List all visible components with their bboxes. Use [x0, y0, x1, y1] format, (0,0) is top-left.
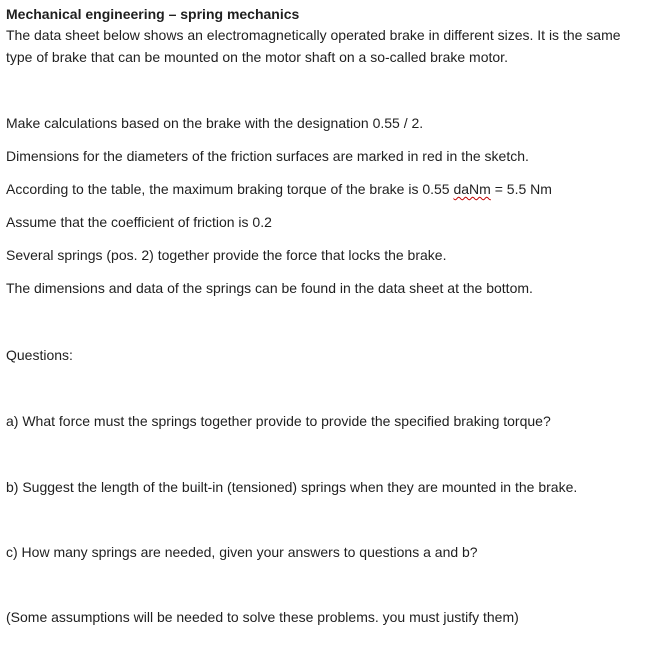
question-c: c) How many springs are needed, given your answers to questions a and b?: [6, 544, 478, 560]
assumptions-note: (Some assumptions will be needed to solve these problems. you must justify them): [6, 609, 519, 625]
paragraph-diameters: Dimensions for the diameters of the friction surfaces are marked in red in the sketch.: [6, 148, 529, 164]
paragraph-torque: [6, 179, 552, 199]
torque-text-before: According to the table, the maximum braking torque of the brake is 0.55: [6, 181, 454, 197]
question-a: a) What force must the springs together provide to provide the specified braking torque?: [6, 413, 551, 429]
document-title: Mechanical engineering – spring mechanics: [6, 6, 300, 22]
torque-unit-spellcheck: daNm: [453, 181, 491, 197]
question-b: b) Suggest the length of the built-in (tensioned) springs when they are mounted in the brake.: [6, 479, 578, 495]
paragraph-datasheet: The dimensions and data of the springs can be found in the data sheet at the bottom.: [6, 280, 533, 296]
intro-line-2: type of brake that can be mounted on the motor shaft on a so-called brake motor.: [6, 49, 508, 65]
intro-line-1: The data sheet below shows an electromagnetically operated brake in different sizes. It is the same: [6, 27, 621, 43]
paragraph-springs: Several springs (pos. 2) together provide the force that locks the brake.: [6, 247, 447, 263]
paragraph-friction: Assume that the coefficient of friction is 0.2: [6, 214, 272, 230]
questions-heading: Questions:: [6, 347, 73, 363]
torque-text-after: = 5.5 Nm: [490, 181, 552, 197]
paragraph-designation: Make calculations based on the brake with the designation 0.55 / 2.: [6, 115, 424, 131]
